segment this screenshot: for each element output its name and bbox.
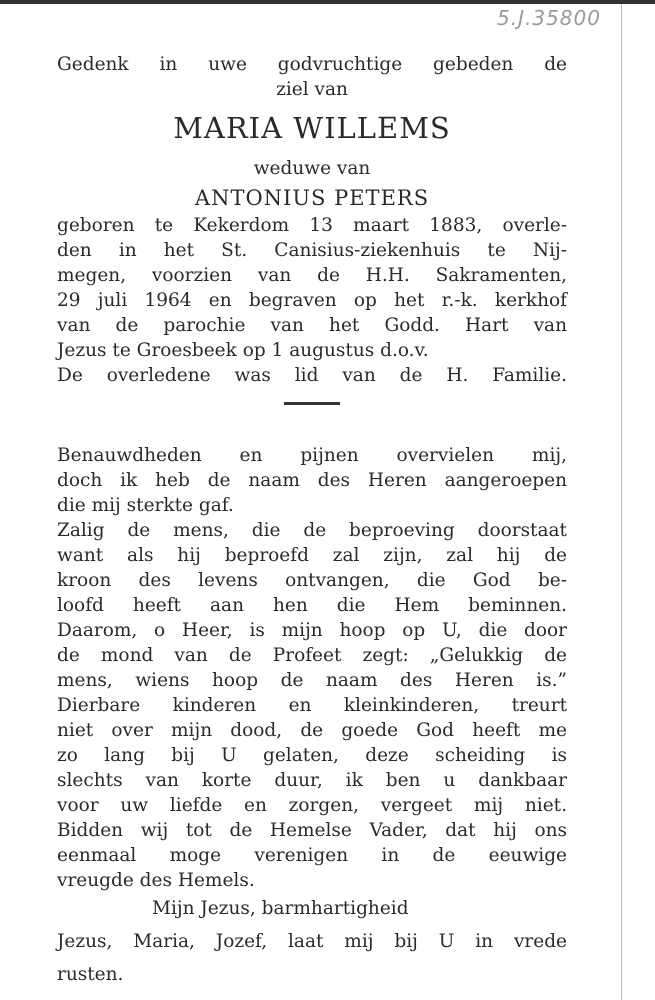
bio-line: De overledene was lid van de H. Familie.	[57, 365, 567, 386]
closing-line: Jezus, Maria, Jozef, laat mij bij U in vrede	[57, 931, 567, 952]
prayer-line: Zalig de mens, die de beproeving doorstaat	[57, 520, 567, 541]
prayer-line: slechts van korte duur, ik ben u dankbaar	[57, 770, 567, 791]
closing-line: rusten.	[57, 964, 124, 985]
prayer-line: de mond van de Profeet zegt: „Gelukkig de	[57, 645, 567, 666]
prayer-line: Bidden wij tot de Hemelse Vader, dat hij ons	[57, 820, 567, 841]
intro-line: ziel van	[276, 79, 348, 100]
prayer-line: voor uw liefde en zorgen, vergeet mij niet.	[57, 795, 567, 816]
biography	[57, 213, 567, 388]
bio-line: van de parochie van het Godd. Hart van	[57, 315, 567, 336]
closing-line: Mijn Jezus, barmhartigheid	[152, 898, 409, 919]
intro-line: Gedenk in uwe godvruchtige gebeden de	[57, 54, 567, 75]
prayer-line: die mij sterkte gaf.	[57, 495, 234, 516]
prayer-line: vreugde des Hemels.	[57, 870, 255, 891]
bio-line: Jezus te Groesbeek op 1 augustus d.o.v.	[57, 340, 429, 361]
prayer-line: Benauwdheden en pijnen overvielen mij,	[57, 445, 567, 466]
prayer-line: doch ik heb de naam des Heren aangeroepen	[57, 470, 567, 491]
bio-line: den in het St. Canisius-ziekenhuis te Nij-	[57, 240, 567, 261]
relation-text: weduwe van	[253, 158, 371, 179]
archive-mark: 5.J.35800	[497, 6, 601, 30]
memorial-card	[57, 52, 567, 987]
prayer-line: zo lang bij U gelaten, deze scheiding is	[57, 745, 567, 766]
deceased-name: MARIA WILLEMS	[173, 111, 451, 145]
bio-line: geboren te Kekerdom 13 maart 1883, overle-	[57, 215, 567, 236]
prayer-text	[57, 443, 567, 893]
spouse-name: ANTONIUS PETERS	[194, 186, 430, 210]
prayer-line: niet over mijn dood, de goede God heeft me	[57, 720, 567, 741]
scan-top-border	[0, 0, 655, 4]
prayer-line: loofd heeft aan hen die Hem beminnen.	[57, 595, 567, 616]
prayer-line: Daarom, o Heer, is mijn hoop op U, die door	[57, 620, 567, 641]
prayer-line: kroon des levens ontvangen, die God be-	[57, 570, 567, 591]
bio-line: 29 juli 1964 en begraven op het r.-k. kerkhof	[57, 290, 567, 311]
prayer-line: want als hij beproefd zal zijn, zal hij de	[57, 545, 567, 566]
prayer-line: Dierbare kinderen en kleinkinderen, treurt	[57, 695, 567, 716]
bio-line: megen, voorzien van de H.H. Sakramenten,	[57, 265, 567, 286]
scan-edge-line	[621, 4, 622, 1000]
prayer-line: eenmaal moge verenigen in de eeuwige	[57, 845, 567, 866]
prayer-line: mens, wiens hoop de naam des Heren is.”	[57, 670, 567, 691]
